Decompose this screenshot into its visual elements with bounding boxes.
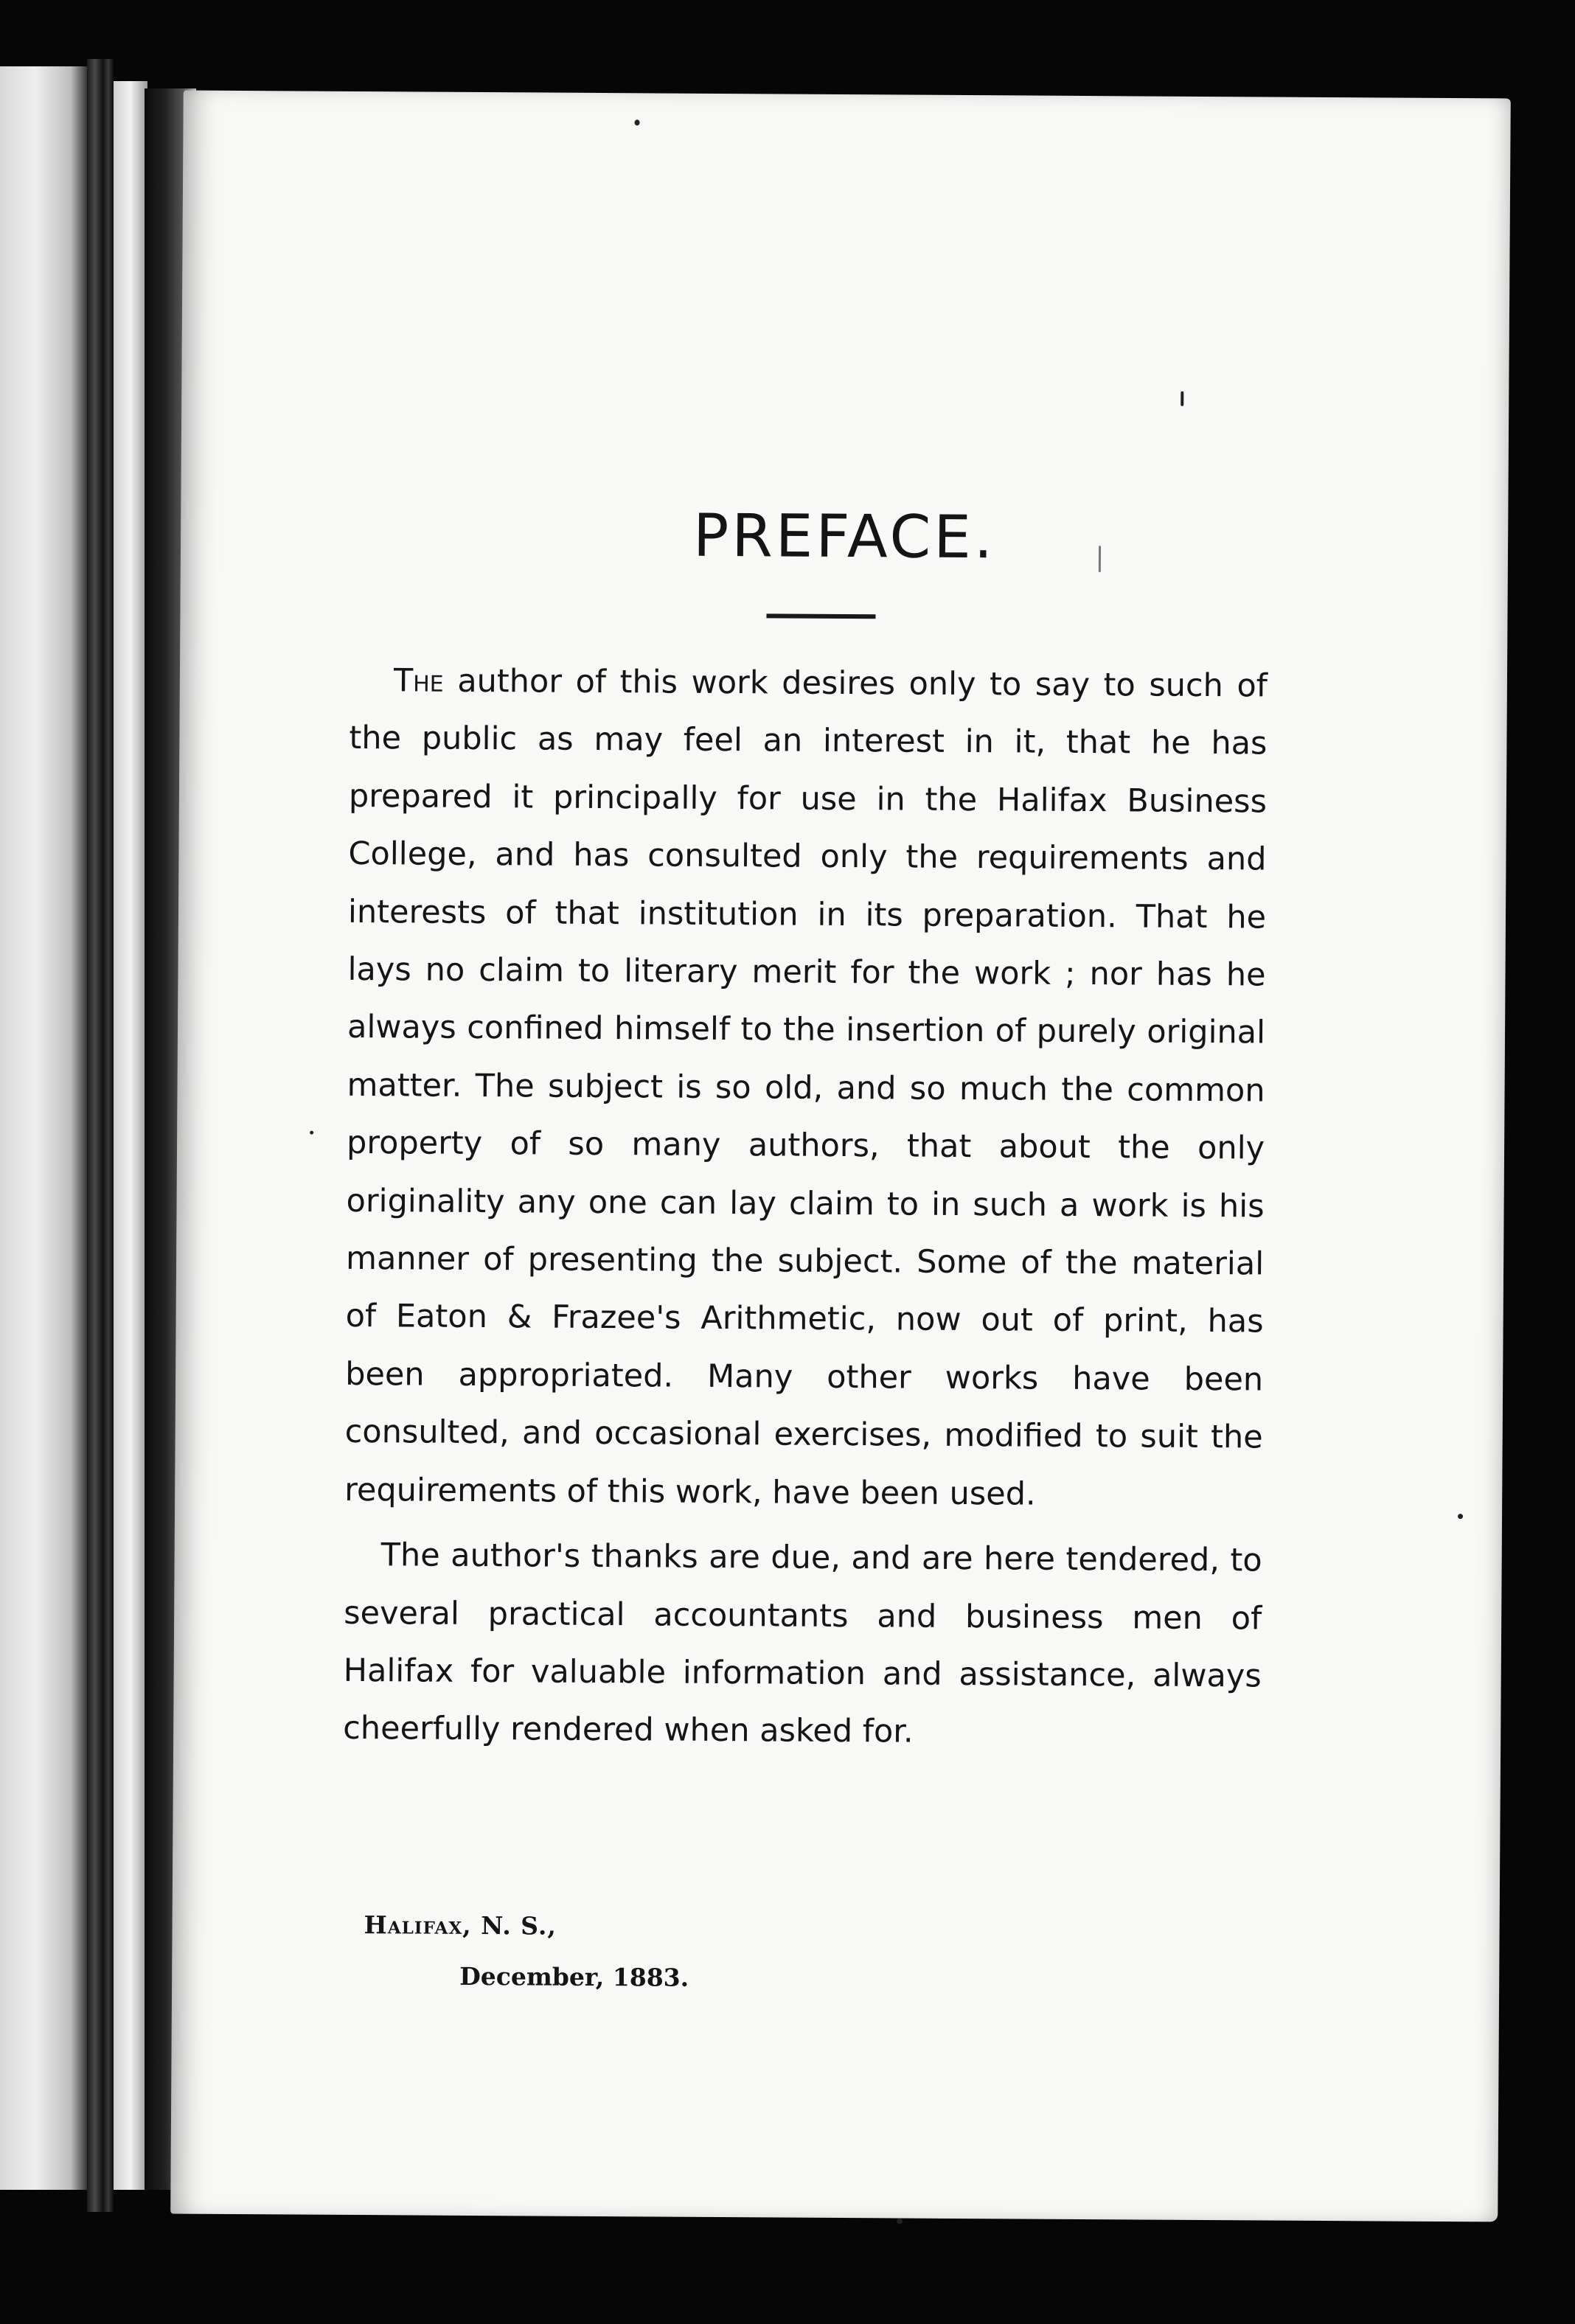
signature-date: December, 1883. bbox=[459, 1961, 689, 1992]
preface-body bbox=[343, 652, 1268, 1763]
signature-place: Halifax, N. S., bbox=[364, 1910, 557, 1941]
scan-speck bbox=[897, 2218, 903, 2224]
binding-strip bbox=[114, 81, 147, 2190]
scan-speck bbox=[635, 119, 640, 125]
page-title: PREFACE. bbox=[692, 501, 996, 572]
scan-speck bbox=[1099, 546, 1101, 572]
title-rule bbox=[766, 613, 875, 619]
preface-page bbox=[170, 91, 1511, 2222]
paragraph-1-lead: The bbox=[393, 662, 444, 700]
previous-page-edge bbox=[0, 66, 88, 2190]
paragraph-2: The author's thanks are due, and are here tendered, to several practical accountants and business men of Halifax for valuable information and assistance, always cheerfully rendered when asked for. bbox=[343, 1537, 1262, 1750]
paragraph-1-text: author of this work desires only to say to such of the public as may feel an interest in it, that he has prepared it principally for use in the Halifax Business College, and has consulted only the requirements and interests of that institution in its preparation. That he lays no claim to literary merit for the work ; nor has he always confined himself to the insertion of purely original matter. The subject is so old, and so much the common property of so many authors, that about the only originality any one can lay claim to in such a work is his manner of presenting the subject. Some of the material of Eaton & Frazee's Arithmetic, now out of print, has been appropriated. Many other works have been consulted, and occasional exercises, modified to suit the requirements of this work, have been used. bbox=[344, 662, 1268, 1513]
scan-speck bbox=[1458, 1514, 1463, 1519]
scan-speck bbox=[1181, 392, 1183, 406]
book-spine bbox=[87, 59, 114, 2212]
scan-speck bbox=[310, 1131, 313, 1135]
paragraph-1 bbox=[344, 652, 1268, 1525]
signature-block bbox=[364, 1910, 689, 1992]
